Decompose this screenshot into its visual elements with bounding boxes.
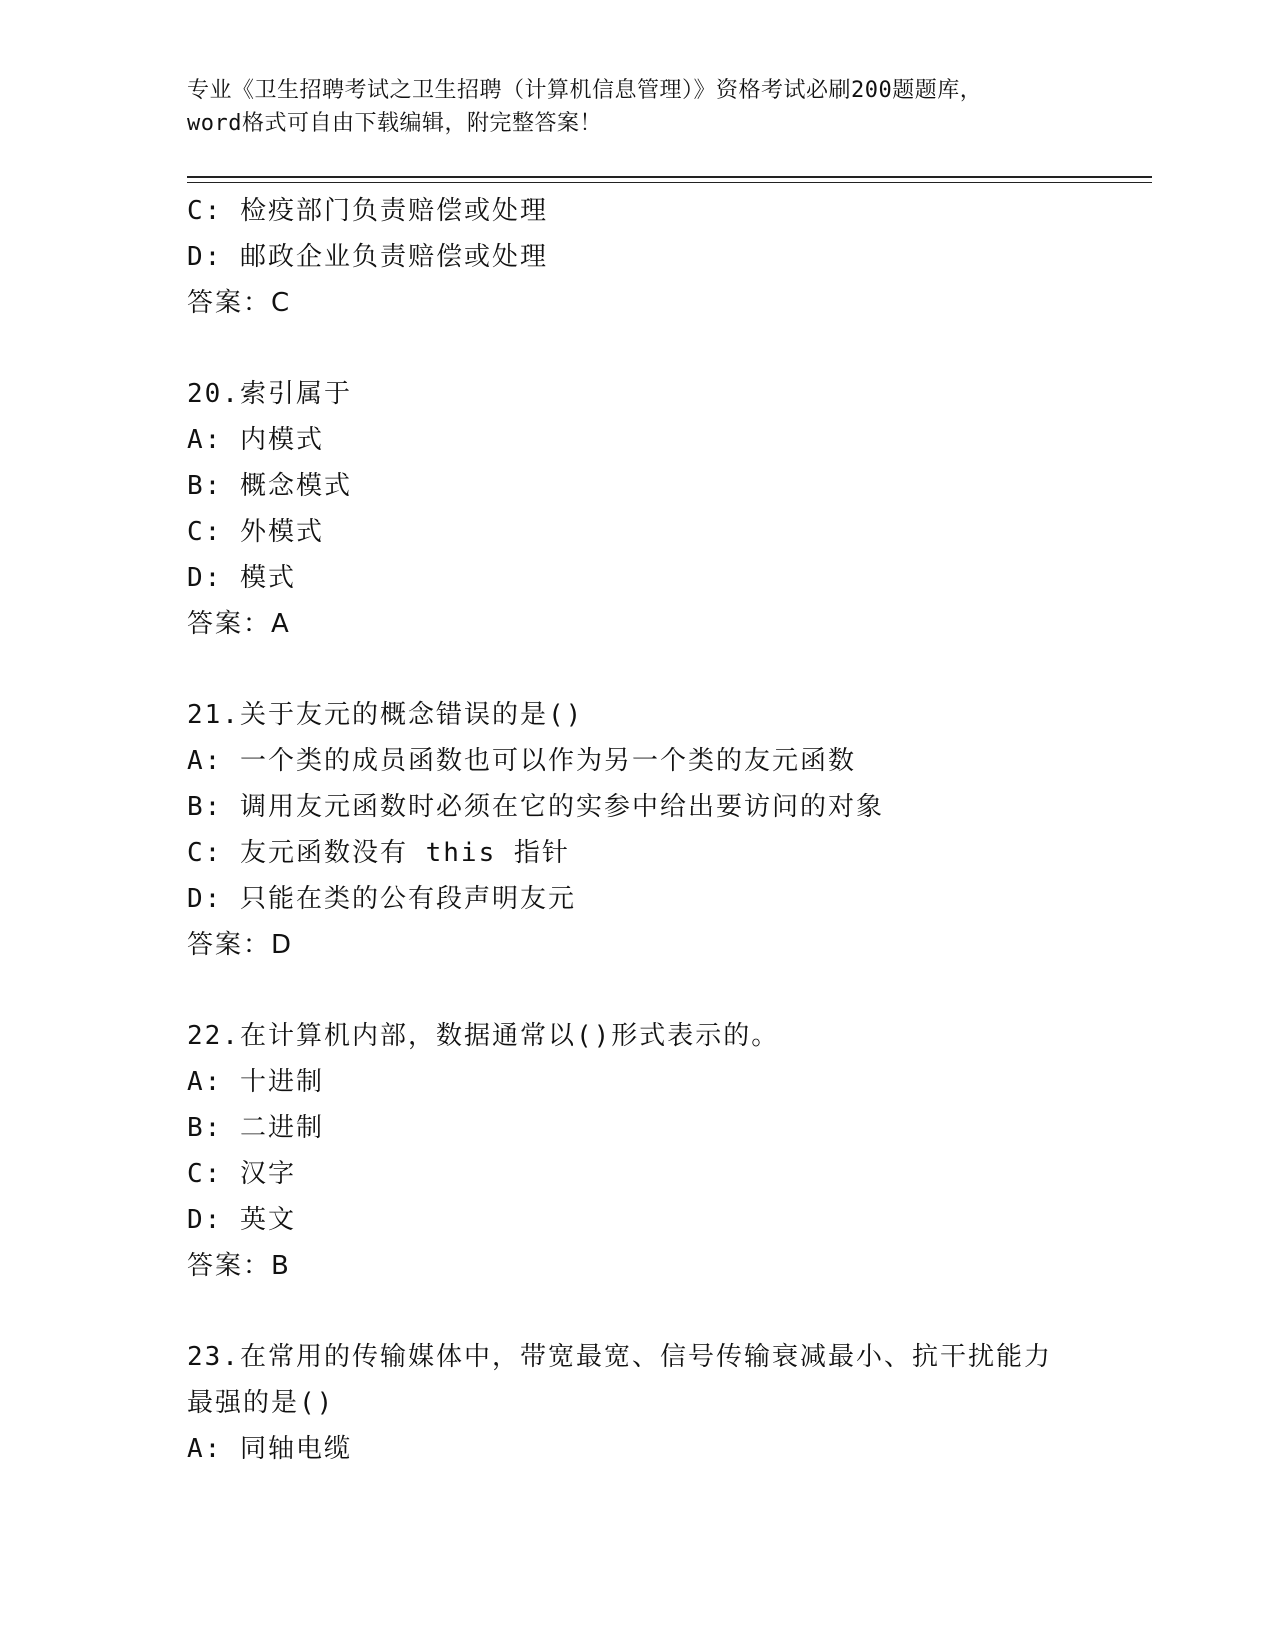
document-header	[187, 74, 1087, 140]
spacer	[187, 1289, 1087, 1334]
question-text: 21.关于友元的概念错误的是()	[187, 700, 584, 730]
header-divider-thin	[187, 182, 1152, 183]
option-c: C: 汉字	[187, 1159, 296, 1189]
option-b: B: 二进制	[187, 1113, 324, 1143]
question-text: 22.在计算机内部，数据通常以()形式表示的。	[187, 1021, 780, 1051]
option-a: A: 同轴电缆	[187, 1434, 352, 1464]
answer-label: 答案：D	[187, 930, 294, 960]
spacer	[187, 647, 1087, 692]
question-23	[187, 1334, 1087, 1472]
answer-label: 答案：A	[187, 609, 291, 639]
question-text-line-2: 最强的是()	[187, 1388, 335, 1418]
header-line-1: 专业《卫生招聘考试之卫生招聘（计算机信息管理）》资格考试必刷200题题库，	[187, 78, 983, 103]
question-21	[187, 692, 1087, 968]
answer-label: 答案：C	[187, 288, 292, 318]
question-22	[187, 1013, 1087, 1289]
option-c: C: 检疫部门负责赔偿或处理	[187, 196, 548, 226]
question-20	[187, 371, 1087, 647]
spacer	[187, 326, 1087, 371]
header-divider-thick	[187, 176, 1152, 178]
option-b: B: 概念模式	[187, 471, 352, 501]
option-b: B: 调用友元函数时必须在它的实参中给出要访问的对象	[187, 792, 884, 822]
spacer	[187, 968, 1087, 1013]
option-a: A: 十进制	[187, 1067, 324, 1097]
question-19-continued	[187, 188, 1087, 326]
option-d: D: 模式	[187, 563, 296, 593]
option-d: D: 英文	[187, 1205, 296, 1235]
option-a: A: 一个类的成员函数也可以作为另一个类的友元函数	[187, 746, 856, 776]
question-text: 20.索引属于	[187, 379, 352, 409]
option-d: D: 只能在类的公有段声明友元	[187, 884, 576, 914]
question-text-line-1: 23.在常用的传输媒体中，带宽最宽、信号传输衰减最小、抗干扰能力	[187, 1342, 1052, 1372]
option-d: D: 邮政企业负责赔偿或处理	[187, 242, 548, 272]
option-a: A: 内模式	[187, 425, 324, 455]
question-list	[187, 188, 1087, 1472]
option-c: C: 外模式	[187, 517, 324, 547]
header-line-2: word格式可自由下载编辑，附完整答案！	[187, 111, 602, 136]
option-c: C: 友元函数没有 this 指针	[187, 838, 570, 868]
answer-label: 答案：B	[187, 1251, 291, 1281]
